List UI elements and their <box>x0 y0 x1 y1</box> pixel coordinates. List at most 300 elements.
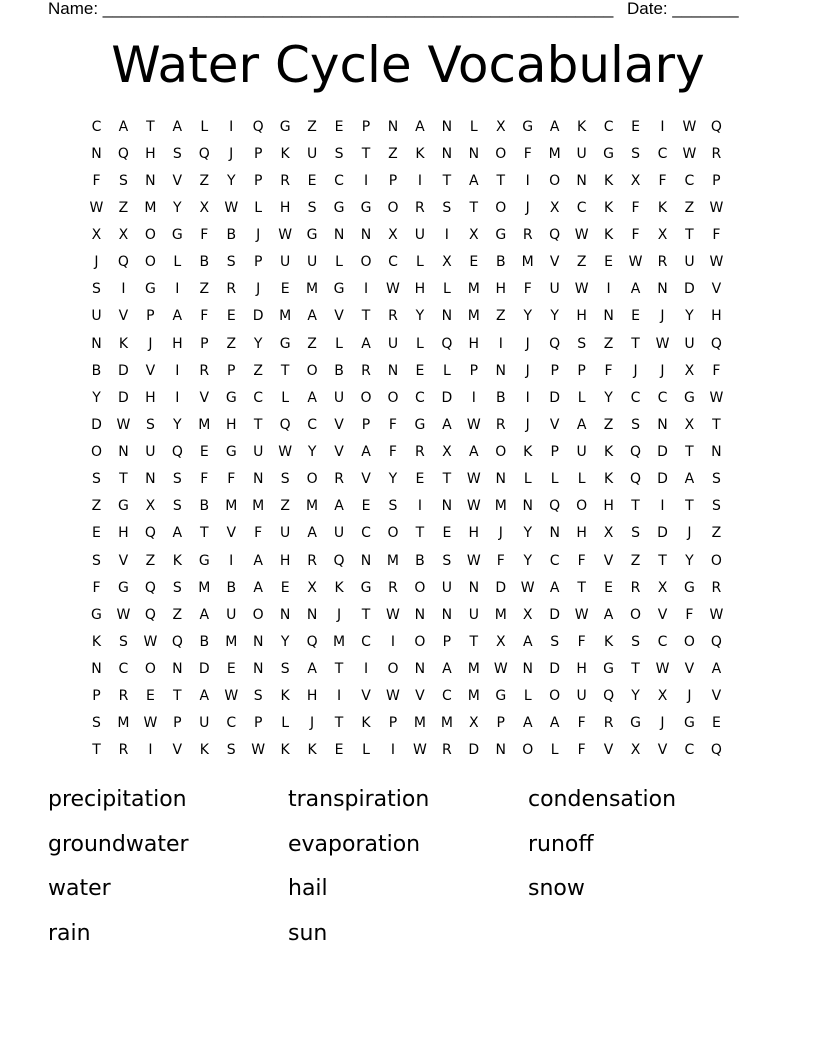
grid-letter: H <box>468 335 480 352</box>
grid-letter: R <box>118 688 129 705</box>
grid-letter: C <box>334 172 344 189</box>
grid-letter: K <box>523 444 533 461</box>
grid-letter: G <box>360 579 372 596</box>
grid-letter: F <box>254 525 263 542</box>
grid-letter: M <box>225 633 238 650</box>
grid-letter: R <box>307 552 317 569</box>
grid-letter: N <box>91 661 102 678</box>
grid-letter: J <box>687 688 692 705</box>
grid-letter: N <box>387 118 399 135</box>
grid-letter: A <box>469 444 479 461</box>
grid-letter: G <box>603 661 615 678</box>
grid-letter: H <box>172 335 183 352</box>
grid-letter: S <box>226 742 236 759</box>
grid-letter: E <box>280 579 290 596</box>
grid-letter: X <box>630 742 641 759</box>
grid-letter: W <box>412 742 427 759</box>
date-field-label: Date: _______ <box>627 0 739 18</box>
grid-letter: Z <box>280 498 290 515</box>
grid-letter: S <box>92 471 101 488</box>
grid-letter: U <box>576 444 587 461</box>
grid-letter: W <box>466 416 481 433</box>
grid-letter: Z <box>603 416 614 433</box>
grid-letter: N <box>549 525 560 542</box>
grid-letter: N <box>495 742 507 759</box>
grid-letter: K <box>603 444 614 461</box>
grid-letter: X <box>684 362 695 379</box>
grid-letter: S <box>92 715 101 732</box>
grid-letter: F <box>388 444 397 461</box>
grid-letter: V <box>603 742 614 759</box>
grid-letter: K <box>603 199 614 216</box>
grid-letter: K <box>280 688 290 705</box>
grid-letter: V <box>334 444 344 461</box>
grid-letter: M <box>252 498 265 515</box>
grid-letter: U <box>387 335 399 352</box>
grid-letter: X <box>657 227 668 244</box>
grid-letter: E <box>307 172 317 189</box>
grid-letter: B <box>415 552 425 569</box>
grid-letter: L <box>335 335 343 352</box>
grid-letter: O <box>576 498 588 515</box>
grid-letter: H <box>118 525 129 542</box>
grid-row <box>83 276 730 303</box>
grid-letter: S <box>92 281 101 298</box>
grid-letter: V <box>361 471 371 488</box>
grid-letter: U <box>441 579 452 596</box>
grid-letter: V <box>657 742 668 759</box>
grid-letter: F <box>631 199 640 216</box>
grid-letter: Z <box>118 199 129 216</box>
grid-letter: F <box>712 227 721 244</box>
grid-letter: Y <box>523 552 532 569</box>
grid-letter: P <box>442 633 452 650</box>
grid-letter: C <box>657 633 668 650</box>
grid-letter: Q <box>144 606 156 623</box>
grid-letter: F <box>685 606 694 623</box>
grid-letter: Q <box>710 633 722 650</box>
grid-row <box>83 466 730 493</box>
grid-letter: E <box>280 281 290 298</box>
grid-letter: C <box>603 118 614 135</box>
grid-letter: M <box>306 498 319 515</box>
grid-letter: O <box>495 145 507 162</box>
grid-letter: S <box>280 661 290 678</box>
word-list-item: rain <box>48 920 91 946</box>
grid-letter: T <box>685 444 694 461</box>
grid-letter: Y <box>388 471 398 488</box>
grid-letter: P <box>469 362 479 379</box>
grid-letter: U <box>253 444 264 461</box>
grid-letter: Z <box>199 281 210 298</box>
grid-row <box>83 737 730 764</box>
grid-letter: U <box>199 715 210 732</box>
grid-row <box>83 520 730 547</box>
grid-letter: B <box>226 227 237 244</box>
grid-letter: D <box>684 281 695 298</box>
grid-letter: Q <box>441 335 453 352</box>
grid-letter: R <box>361 362 371 379</box>
grid-letter: P <box>173 715 182 732</box>
grid-letter: M <box>494 606 507 623</box>
grid-letter: I <box>148 742 153 759</box>
grid-letter: S <box>442 552 452 569</box>
grid-letter: J <box>525 335 530 352</box>
grid-letter: Q <box>549 227 561 244</box>
grid-letter: V <box>603 552 614 569</box>
grid-letter: W <box>574 606 589 623</box>
grid-letter: Q <box>710 118 722 135</box>
grid-letter: T <box>469 633 479 650</box>
grid-letter: K <box>334 579 344 596</box>
grid-row <box>83 710 730 737</box>
grid-letter: Q <box>144 579 156 596</box>
grid-letter: U <box>280 525 291 542</box>
grid-letter: L <box>442 362 451 379</box>
grid-letter: A <box>172 308 183 325</box>
grid-letter: T <box>119 471 128 488</box>
grid-letter: Z <box>253 362 263 379</box>
grid-letter: N <box>414 606 426 623</box>
grid-letter: L <box>416 254 424 271</box>
grid-letter: P <box>253 172 263 189</box>
grid-letter: D <box>252 308 264 325</box>
grid-letter: F <box>496 552 505 569</box>
grid-letter: V <box>226 525 237 542</box>
grid-letter: N <box>441 308 453 325</box>
grid-letter: Q <box>549 335 561 352</box>
grid-letter: I <box>363 661 369 678</box>
grid-letter: Y <box>550 308 559 325</box>
grid-letter: E <box>361 498 371 515</box>
grid-letter: T <box>685 227 694 244</box>
grid-letter: H <box>225 416 237 433</box>
grid-letter: A <box>307 308 317 325</box>
grid-letter: U <box>684 335 695 352</box>
grid-letter: S <box>172 579 182 596</box>
grid-letter: E <box>145 688 155 705</box>
grid-letter: W <box>466 552 481 569</box>
grid-letter: S <box>631 633 640 650</box>
grid-letter: E <box>334 118 344 135</box>
grid-letter: T <box>361 308 371 325</box>
grid-letter: T <box>442 172 452 189</box>
grid-letter: S <box>334 145 344 162</box>
word-list-item: water <box>48 876 111 902</box>
grid-letter: C <box>657 389 668 406</box>
grid-letter: G <box>225 444 237 461</box>
grid-letter: K <box>361 715 371 732</box>
grid-letter: M <box>198 416 211 433</box>
grid-letter: P <box>550 362 559 379</box>
grid-letter: O <box>414 633 426 650</box>
grid-letter: U <box>414 227 426 244</box>
grid-letter: W <box>709 389 724 406</box>
grid-letter: Z <box>388 145 398 162</box>
grid-letter: G <box>171 227 183 244</box>
grid-letter: J <box>148 335 153 352</box>
grid-letter: F <box>631 227 640 244</box>
word-list-item: precipitation <box>48 787 187 813</box>
grid-letter: Z <box>307 118 317 135</box>
grid-letter: S <box>172 145 182 162</box>
grid-letter: P <box>253 145 263 162</box>
grid-letter: K <box>91 633 102 650</box>
grid-letter: R <box>630 579 641 596</box>
grid-letter: S <box>145 416 155 433</box>
grid-letter: X <box>307 579 317 596</box>
grid-letter: E <box>711 715 721 732</box>
grid-letter: P <box>496 715 505 732</box>
grid-letter: S <box>253 688 263 705</box>
grid-letter: C <box>576 199 587 216</box>
grid-letter: B <box>199 498 210 515</box>
grid-letter: Z <box>603 335 614 352</box>
grid-letter: S <box>631 416 640 433</box>
grid-row <box>83 683 730 710</box>
grid-letter: A <box>549 715 560 732</box>
grid-letter: G <box>414 416 426 433</box>
grid-letter: O <box>90 444 102 461</box>
grid-letter: Q <box>710 742 722 759</box>
grid-letter: R <box>495 416 506 433</box>
grid-letter: N <box>333 227 345 244</box>
grid-letter: A <box>630 281 641 298</box>
grid-letter: X <box>118 227 129 244</box>
grid-letter: I <box>175 281 180 298</box>
grid-letter: R <box>280 172 291 189</box>
grid-letter: V <box>172 742 183 759</box>
grid-letter: O <box>549 172 561 189</box>
grid-letter: M <box>198 579 211 596</box>
grid-row <box>83 330 730 357</box>
grid-letter: D <box>441 389 453 406</box>
grid-letter: T <box>442 471 452 488</box>
grid-letter: F <box>200 227 209 244</box>
grid-letter: V <box>172 172 183 189</box>
grid-letter: J <box>525 199 530 216</box>
grid-letter: M <box>467 308 480 325</box>
grid-letter: C <box>361 525 371 542</box>
grid-letter: N <box>252 471 264 488</box>
grid-letter: U <box>549 281 560 298</box>
grid-letter: H <box>603 498 614 515</box>
grid-letter: B <box>199 633 210 650</box>
grid-letter: H <box>145 389 156 406</box>
grid-letter: T <box>280 362 290 379</box>
grid-letter: D <box>468 742 480 759</box>
grid-letter: N <box>468 145 480 162</box>
grid-letter: A <box>334 498 344 515</box>
word-list-item: snow <box>528 876 585 902</box>
grid-letter: E <box>334 742 344 759</box>
grid-letter: D <box>657 444 668 461</box>
grid-letter: T <box>712 416 721 433</box>
grid-letter: F <box>200 471 209 488</box>
grid-letter: R <box>711 579 722 596</box>
word-list-row <box>48 912 768 957</box>
grid-letter: D <box>91 416 102 433</box>
grid-letter: P <box>361 118 371 135</box>
grid-letter: N <box>522 661 533 678</box>
grid-letter: I <box>498 335 503 352</box>
grid-row <box>83 628 730 655</box>
grid-letter: R <box>388 308 398 325</box>
grid-letter: Z <box>172 606 183 623</box>
grid-letter: H <box>576 525 587 542</box>
grid-letter: C <box>441 688 452 705</box>
grid-letter: L <box>281 715 290 732</box>
grid-letter: J <box>336 606 342 623</box>
grid-letter: Q <box>144 525 156 542</box>
grid-letter: A <box>442 416 452 433</box>
grid-letter: N <box>495 471 507 488</box>
grid-letter: T <box>469 199 479 216</box>
grid-letter: X <box>145 498 156 515</box>
grid-letter: D <box>549 606 561 623</box>
grid-letter: N <box>414 661 426 678</box>
grid-letter: F <box>92 579 101 596</box>
grid-letter: T <box>92 742 101 759</box>
grid-letter: N <box>576 172 587 189</box>
grid-letter: R <box>334 471 344 488</box>
grid-letter: Y <box>226 172 236 189</box>
grid-letter: T <box>361 145 371 162</box>
grid-letter: N <box>252 661 264 678</box>
grid-letter: H <box>145 145 156 162</box>
grid-letter: G <box>279 118 291 135</box>
grid-letter: I <box>175 362 180 379</box>
grid-letter: B <box>495 389 506 406</box>
grid-row <box>83 222 730 249</box>
grid-letter: A <box>469 172 479 189</box>
grid-letter: I <box>175 389 180 406</box>
grid-letter: W <box>116 606 131 623</box>
grid-letter: I <box>336 688 342 705</box>
grid-letter: I <box>660 118 665 135</box>
grid-letter: N <box>441 606 453 623</box>
grid-letter: N <box>91 335 102 352</box>
grid-letter: J <box>633 362 638 379</box>
grid-letter: W <box>116 416 131 433</box>
grid-letter: E <box>442 525 452 542</box>
grid-letter: M <box>413 715 426 732</box>
grid-letter: O <box>387 389 399 406</box>
grid-letter: A <box>199 606 210 623</box>
grid-letter: N <box>711 444 722 461</box>
grid-letter: O <box>710 552 722 569</box>
grid-letter: N <box>495 362 507 379</box>
grid-letter: S <box>442 199 452 216</box>
grid-letter: J <box>660 308 665 325</box>
grid-letter: C <box>226 715 237 732</box>
grid-letter: S <box>92 552 101 569</box>
grid-letter: U <box>226 606 237 623</box>
grid-letter: Y <box>173 416 182 433</box>
grid-row <box>83 547 730 574</box>
grid-letter: L <box>577 471 586 488</box>
grid-letter: A <box>522 633 533 650</box>
grid-letter: S <box>577 335 587 352</box>
grid-letter: Y <box>415 308 425 325</box>
grid-letter: E <box>604 579 614 596</box>
grid-letter: X <box>469 227 479 244</box>
word-list-row <box>48 867 768 912</box>
grid-letter: S <box>711 471 721 488</box>
grid-letter: Z <box>199 172 210 189</box>
grid-letter: D <box>118 362 129 379</box>
grid-letter: Y <box>631 688 640 705</box>
grid-letter: K <box>280 742 290 759</box>
grid-letter: W <box>224 688 239 705</box>
grid-letter: F <box>577 715 586 732</box>
grid-letter: V <box>684 661 695 678</box>
grid-letter: F <box>604 362 613 379</box>
grid-letter: V <box>334 308 344 325</box>
grid-letter: M <box>467 661 480 678</box>
grid-letter: I <box>390 633 396 650</box>
grid-letter: H <box>468 525 480 542</box>
grid-letter: O <box>387 661 399 678</box>
grid-letter: T <box>361 606 371 623</box>
grid-letter: S <box>226 254 236 271</box>
grid-letter: J <box>525 416 530 433</box>
grid-letter: C <box>684 742 695 759</box>
grid-letter: W <box>682 118 697 135</box>
grid-letter: L <box>173 254 182 271</box>
grid-letter: V <box>118 308 129 325</box>
grid-letter: K <box>577 118 587 135</box>
grid-letter: R <box>388 579 398 596</box>
grid-row <box>83 601 730 628</box>
grid-letter: B <box>334 362 344 379</box>
grid-letter: Q <box>549 498 561 515</box>
grid-letter: Y <box>307 444 317 461</box>
grid-letter: T <box>658 552 667 569</box>
grid-letter: X <box>442 444 452 461</box>
grid-letter: N <box>657 281 668 298</box>
grid-letter: N <box>145 471 156 488</box>
grid-letter: G <box>495 227 507 244</box>
grid-letter: R <box>199 362 210 379</box>
grid-letter: L <box>335 254 343 271</box>
grid-letter: V <box>334 416 344 433</box>
grid-letter: O <box>144 254 156 271</box>
grid-letter: T <box>253 416 263 433</box>
grid-letter: A <box>711 661 722 678</box>
grid-letter: A <box>172 118 183 135</box>
grid-letter: G <box>333 281 345 298</box>
grid-letter: I <box>660 498 665 515</box>
grid-letter: S <box>307 199 317 216</box>
grid-letter: Q <box>171 444 183 461</box>
grid-letter: G <box>144 281 156 298</box>
grid-letter: F <box>388 416 397 433</box>
grid-letter: A <box>307 661 317 678</box>
grid-letter: E <box>226 661 236 678</box>
grid-letter: N <box>657 416 668 433</box>
grid-letter: S <box>550 633 560 650</box>
grid-letter: V <box>118 552 129 569</box>
grid-letter: A <box>307 389 317 406</box>
grid-letter: Y <box>604 389 613 406</box>
grid-letter: V <box>361 688 371 705</box>
grid-letter: O <box>360 254 372 271</box>
grid-letter: M <box>467 688 480 705</box>
grid-letter: G <box>333 199 345 216</box>
grid-letter: E <box>469 254 479 271</box>
grid-letter: R <box>118 742 129 759</box>
